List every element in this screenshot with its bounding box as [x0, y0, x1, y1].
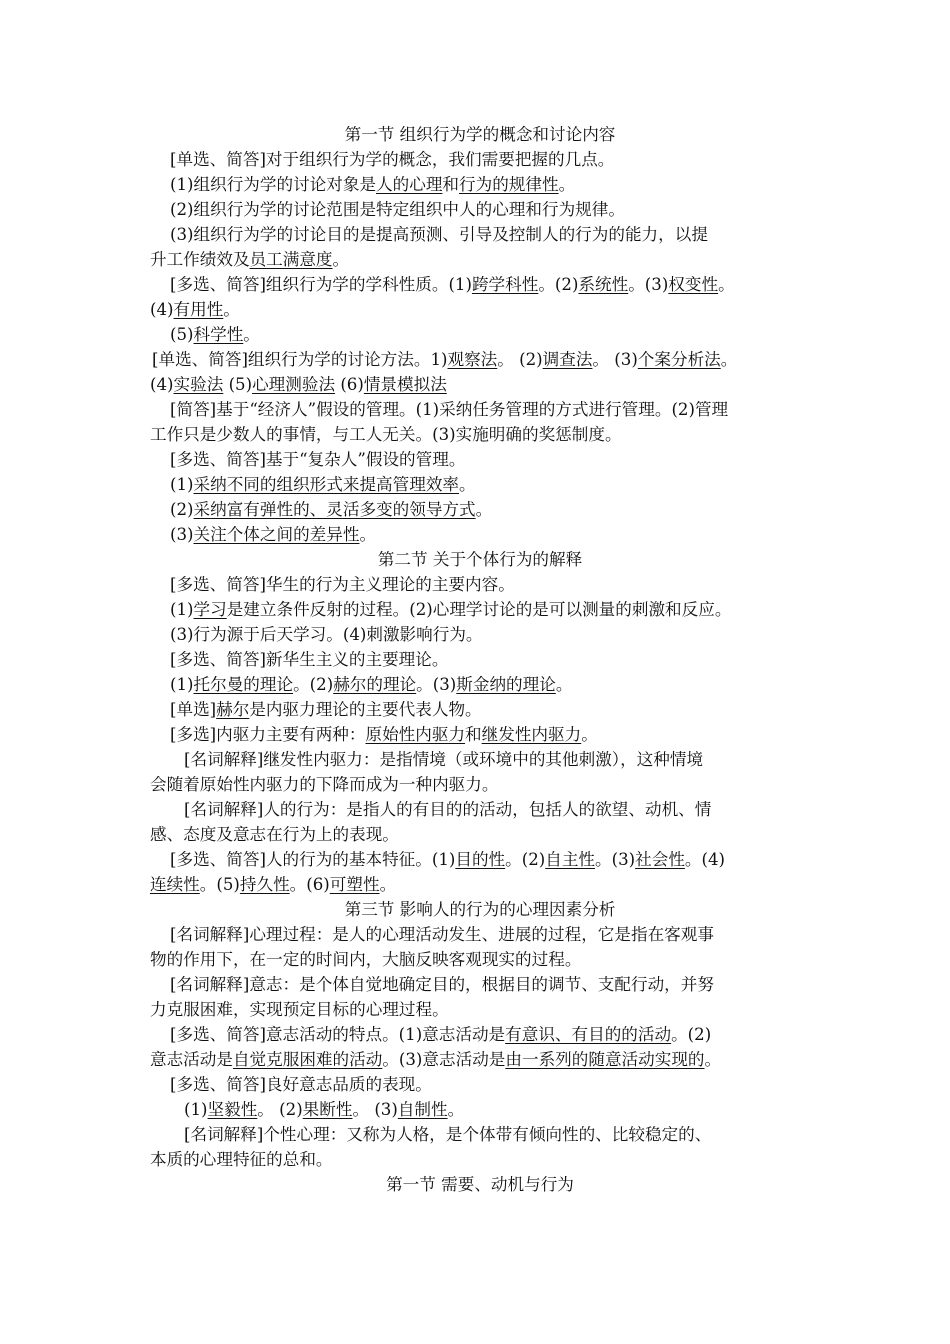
underlined-term: 原始性内驱力 — [365, 725, 466, 744]
text-line: [多选]内驱力主要有两种：原始性内驱力和继发性内驱力。 — [170, 725, 598, 744]
underlined-term: 托尔曼的理论 — [193, 675, 294, 694]
underlined-term: 有意识、有目的的活动 — [505, 1025, 672, 1044]
text-line: (1)坚毅性。 (2)果断性。 (3)自制性。 — [184, 1100, 465, 1119]
text-line: (5)科学性。 — [170, 325, 260, 344]
underlined-term: 系统性 — [578, 275, 629, 294]
section-heading: 第一节 组织行为学的概念和讨论内容 — [344, 125, 616, 144]
text-line: [单选]赫尔是内驱力理论的主要代表人物。 — [170, 700, 482, 719]
text-line: 本质的心理特征的总和。 — [150, 1150, 333, 1169]
underlined-term: 心理测验法 — [252, 375, 336, 394]
text-line: 物的作用下，在一定的时间内，大脑反映客观现实的过程。 — [150, 950, 582, 969]
underlined-term: 实验法 — [173, 375, 224, 394]
underlined-term: 行为的规律性 — [459, 175, 559, 194]
underlined-term: 采纳富有弹性的、灵活多变的领导方式 — [193, 500, 476, 519]
underlined-term: 采纳不同的组织形式来提高管理效率 — [193, 475, 460, 494]
text-line: (1)采纳不同的组织形式来提高管理效率。 — [170, 475, 476, 494]
underlined-term: 连续性 — [150, 875, 200, 894]
text-line: 连续性。(5)持久性。(6)可塑性。 — [150, 875, 397, 894]
text-line: (1)学习是建立条件反射的过程。(2)心理学讨论的是可以测量的刺激和反应。 — [170, 600, 732, 619]
section-heading: 第二节 关于个体行为的解释 — [377, 550, 583, 569]
text-line: (1)托尔曼的理论。(2)赫尔的理论。(3)斯金纳的理论。 — [170, 675, 573, 694]
text-line: (3)组织行为学的讨论目的是提高预测、引导及控制人的行为的能力，以提 — [170, 225, 708, 244]
underlined-term: 调查法 — [542, 350, 593, 369]
text-line: [多选、简答]人的行为的基本特征。(1)目的性。(2)自主性。(3)社会性。(4) — [170, 850, 726, 869]
text-line: [多选、简答]组织行为学的学科性质。(1)跨学科性。(2)系统性。(3)权变性。 — [170, 275, 735, 294]
section-heading: 第三节 影响人的行为的心理因素分析 — [344, 900, 616, 919]
text-line: [单选、简答]对于组织行为学的概念，我们需要把握的几点。 — [170, 150, 615, 169]
text-line: 升工作绩效及员工满意度。 — [150, 250, 350, 269]
underlined-term: 可塑性 — [329, 875, 380, 894]
text-line: [多选、简答]意志活动的特点。(1)意志活动是有意识、有目的的活动。(2) — [170, 1025, 712, 1044]
underlined-term: 赫尔 — [216, 700, 250, 719]
text-line: [名词解释]人的行为：是指人的有目的的活动，包括人的欲望、动机、情 — [184, 800, 712, 819]
text-line: 感、态度及意志在行为上的表现。 — [150, 825, 399, 844]
text-line: [多选、简答]新华生主义的主要理论。 — [170, 650, 449, 669]
underlined-term: 关注个体之间的差异性 — [193, 525, 360, 544]
text-line: [多选、简答]华生的行为主义理论的主要内容。 — [170, 575, 515, 594]
text-line: [多选、简答]基于“复杂人”假设的管理。 — [170, 450, 466, 469]
text-line: (3)行为源于后天学习。(4)刺激影响行为。 — [170, 625, 483, 644]
underlined-term: 社会性 — [635, 850, 685, 869]
underlined-term: 斯金纳的理论 — [456, 675, 556, 694]
text-line: [单选、简答]组织行为学的讨论方法。1)观察法。 (2)调查法。 (3)个案分析法。 — [152, 350, 738, 369]
underlined-term: 权变性 — [668, 275, 719, 294]
text-line: 力克服困难，实现预定目标的心理过程。 — [150, 1000, 449, 1019]
text-line: (3)关注个体之间的差异性。 — [170, 525, 377, 544]
document-body — [150, 122, 810, 1197]
text-line: (2)采纳富有弹性的、灵活多变的领导方式。 — [170, 500, 493, 519]
underlined-term: 继发性内驱力 — [481, 725, 582, 744]
underlined-term: 自觉克服困难的活动 — [232, 1050, 383, 1069]
underlined-term: 个案分析法 — [637, 350, 721, 369]
text-line: [简答]基于“经济人”假设的管理。(1)采纳任务管理的方式进行管理。(2)管理 — [170, 400, 729, 419]
underlined-term: 坚毅性 — [207, 1100, 258, 1119]
text-line: [名词解释]心理过程：是人的心理活动发生、进展的过程，它是指在客观事 — [170, 925, 714, 944]
underlined-term: 学习 — [193, 600, 227, 619]
text-line: [名词解释]意志：是个体自觉地确定目的，根据目的调节、支配行动，并努 — [170, 975, 714, 994]
underlined-term: 果断性 — [302, 1100, 353, 1119]
text-line: (2)组织行为学的讨论范围是特定组织中人的心理和行为规律。 — [170, 200, 625, 219]
underlined-term: 持久性 — [239, 875, 290, 894]
underlined-term: 人的心理 — [376, 175, 443, 194]
underlined-term: 由一系列的随意活动实现的 — [505, 1050, 705, 1069]
text-line: (1)组织行为学的讨论对象是人的心理和行为的规律性。 — [170, 175, 576, 194]
text-line: [名词解释]个性心理：又称为人格，是个体带有倾向性的、比较稳定的、 — [184, 1125, 712, 1144]
text-line: 工作只是少数人的事情，与工人无关。(3)实施明确的奖惩制度。 — [150, 425, 622, 444]
underlined-term: 科学性 — [193, 325, 244, 344]
underlined-term: 观察法 — [447, 350, 498, 369]
text-line: (4)实验法 (5)心理测验法 (6)情景模拟法 — [150, 375, 447, 394]
underlined-term: 情景模拟法 — [363, 375, 447, 394]
text-line: 意志活动是自觉克服困难的活动。(3)意志活动是由一系列的随意活动实现的。 — [150, 1050, 722, 1069]
underlined-term: 赫尔的理论 — [333, 675, 417, 694]
underlined-term: 有用性 — [173, 300, 224, 319]
text-line: [名词解释]继发性内驱力：是指情境（或环境中的其他刺激），这种情境 — [184, 750, 704, 769]
text-line: 会随着原始性内驱力的下降而成为一种内驱力。 — [150, 775, 499, 794]
section-heading: 第一节 需要、动机与行为 — [386, 1175, 574, 1194]
text-line: [多选、简答]良好意志品质的表现。 — [170, 1075, 432, 1094]
underlined-term: 跨学科性 — [471, 275, 539, 294]
underlined-term: 目的性 — [455, 850, 506, 869]
underlined-term: 自制性 — [397, 1100, 448, 1119]
underlined-term: 自主性 — [545, 850, 596, 869]
underlined-term: 员工满意度 — [249, 250, 333, 269]
text-line: (4)有用性。 — [150, 300, 240, 319]
